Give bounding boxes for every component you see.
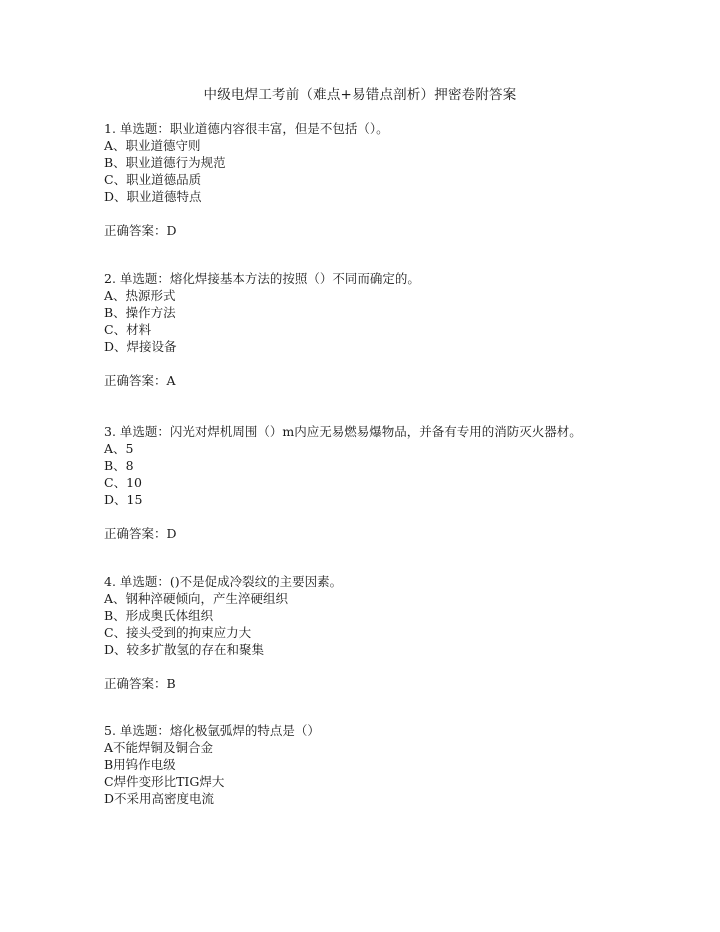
option-a: A、钢种淬硬倾向，产生淬硬组织 <box>104 591 289 606</box>
question-block <box>104 120 704 239</box>
question-block <box>104 722 704 807</box>
option-a: A、职业道德守则 <box>104 138 201 153</box>
question-block <box>104 573 704 692</box>
option-a: A不能焊铜及铜合金 <box>104 740 214 755</box>
option-c: C焊件变形比TIG焊大 <box>104 774 225 789</box>
correct-answer: 正确答案：B <box>104 676 176 691</box>
question-stem: 4. 单选题：()不是促成冷裂纹的主要因素。 <box>104 574 343 589</box>
option-a: A、5 <box>104 441 134 456</box>
correct-answer: 正确答案：A <box>104 373 176 388</box>
option-d: D、15 <box>104 492 143 507</box>
question-block <box>104 423 704 542</box>
correct-answer: 正确答案：D <box>104 526 177 541</box>
document-title: 中级电焊工考前（难点+易错点剖析）押密卷附答案 <box>203 87 517 103</box>
option-b: B、操作方法 <box>104 305 176 320</box>
option-b: B、形成奥氏体组织 <box>104 608 214 623</box>
option-c: C、材料 <box>104 322 152 337</box>
question-stem: 5. 单选题：熔化极氩弧焊的特点是（） <box>104 723 320 738</box>
option-d: D、职业道德特点 <box>104 189 202 204</box>
question-stem: 1. 单选题：职业道德内容很丰富，但是不包括（）。 <box>104 121 389 136</box>
correct-answer: 正确答案：D <box>104 223 177 238</box>
question-stem: 3. 单选题：闪光对焊机周围（）m内应无易燃易爆物品，并备有专用的消防灭火器材。 <box>104 424 582 439</box>
option-b: B用钨作电级 <box>104 757 176 772</box>
option-d: D、焊接设备 <box>104 339 177 354</box>
option-c: C、接头受到的拘束应力大 <box>104 625 252 640</box>
option-d: D、较多扩散氢的存在和聚集 <box>104 642 265 657</box>
option-c: C、职业道德品质 <box>104 172 202 187</box>
question-block <box>104 270 704 389</box>
option-a: A、热源形式 <box>104 288 176 303</box>
option-c: C、10 <box>104 475 142 490</box>
option-d: D不采用高密度电流 <box>104 791 215 806</box>
question-stem: 2. 单选题：熔化焊接基本方法的按照（）不同而确定的。 <box>104 271 420 286</box>
option-b: B、8 <box>104 458 134 473</box>
option-b: B、职业道德行为规范 <box>104 155 226 170</box>
